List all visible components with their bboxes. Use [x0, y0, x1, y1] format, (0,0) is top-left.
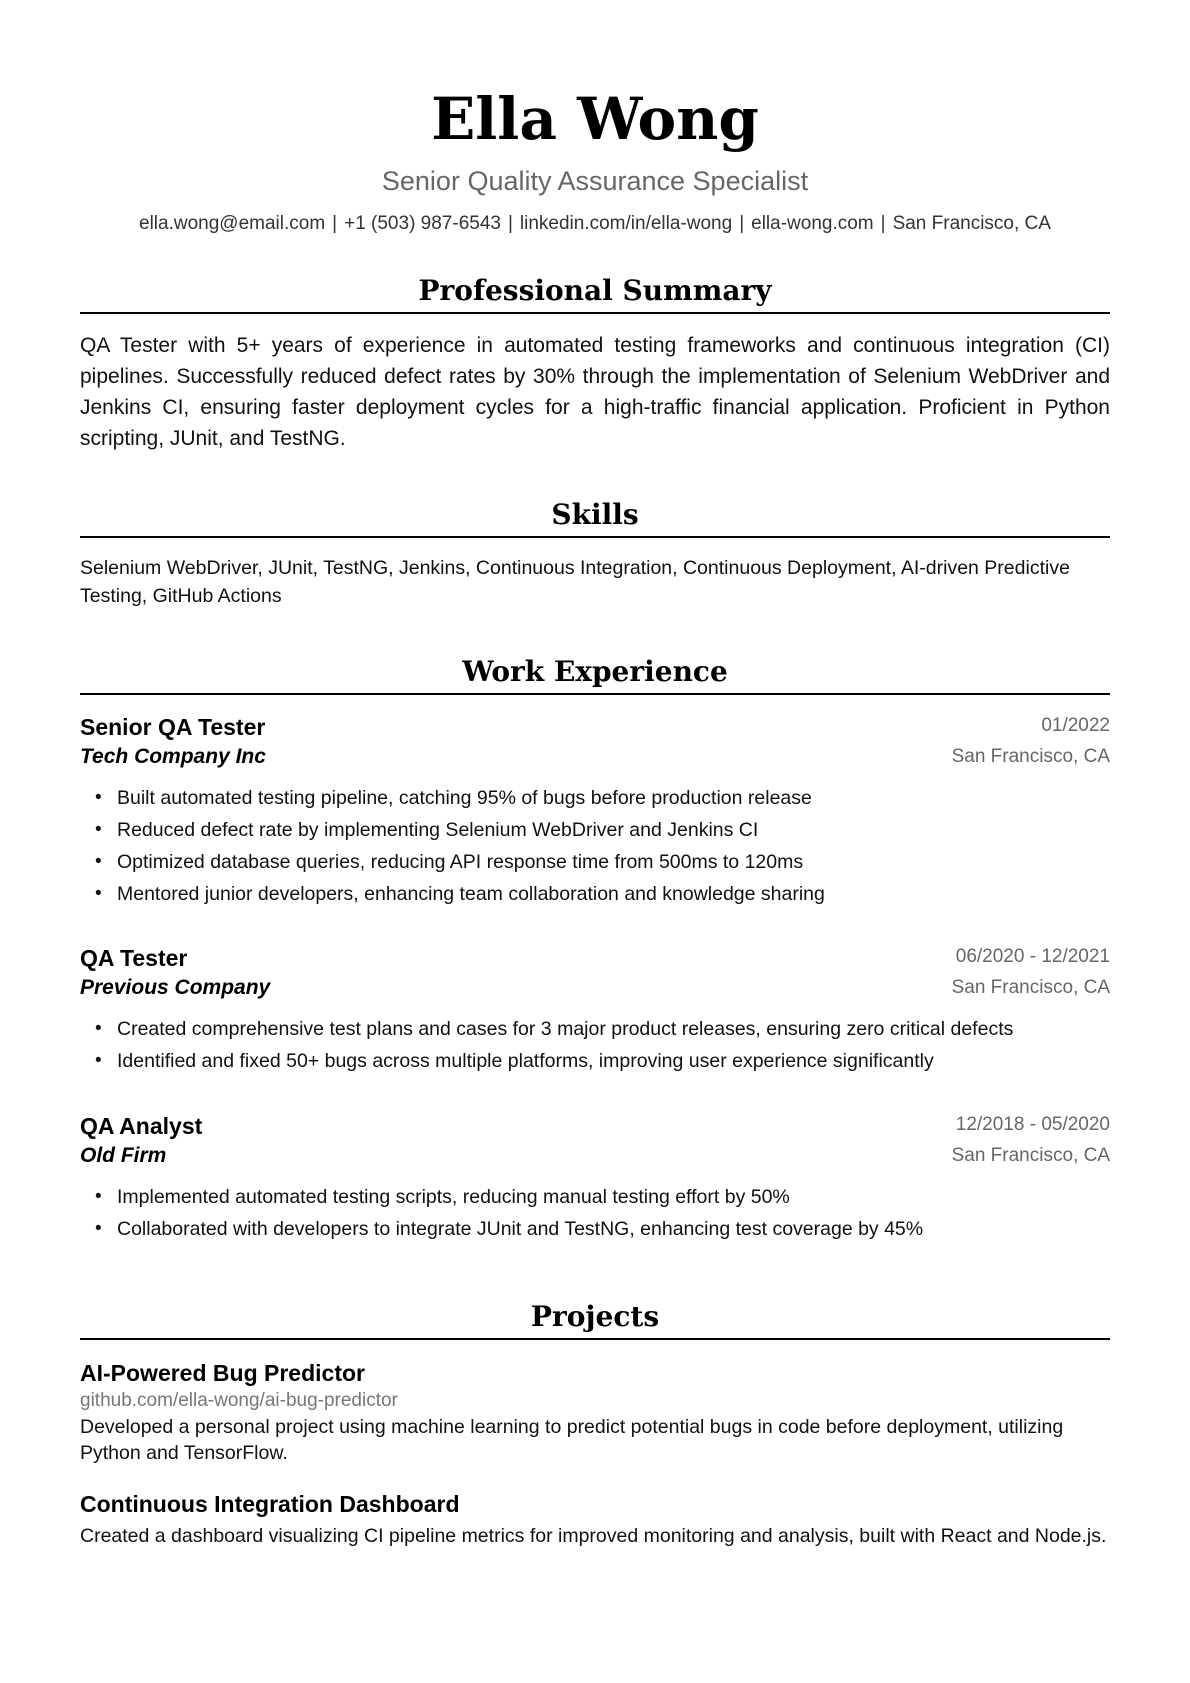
contact-separator: | — [332, 213, 338, 234]
job-company: Previous Company — [80, 976, 271, 999]
job-location: San Francisco, CA — [951, 977, 1110, 998]
job-bullets — [80, 782, 1110, 910]
job-title: QA Analyst — [80, 1113, 203, 1139]
project-entry — [80, 1489, 1110, 1549]
job-entry — [80, 943, 1110, 1077]
candidate-title: Senior Quality Assurance Specialist — [381, 166, 809, 196]
bullet-item: • Optimized database queries, reducing API response time from 500ms to 120ms — [80, 846, 1110, 878]
contact-separator: | — [507, 213, 513, 234]
job-bullets — [80, 1013, 1110, 1077]
job-title: QA Tester — [80, 945, 188, 971]
project-description: Created a dashboard visualizing CI pipeline metrics for improved monitoring and analysis, built with React and Node.js. — [80, 1525, 1107, 1547]
contact-location: San Francisco, CA — [892, 213, 1051, 234]
project-title: AI-Powered Bug Predictor — [80, 1360, 365, 1386]
bullet-item: • Reduced defect rate by implementing Selenium WebDriver and Jenkins CI — [80, 814, 1110, 846]
bullet-item: • Identified and fixed 50+ bugs across multiple platforms, improving user experience significantly — [80, 1045, 1110, 1077]
bullet-item: • Built automated testing pipeline, catching 95% of bugs before production release — [80, 782, 1110, 814]
job-dates: 12/2018 - 05/2020 — [955, 1114, 1110, 1135]
summary-text: QA Tester with 5+ years of experience in automated testing frameworks and continuous integration (CI) pipelines. Successfully reduced defect rates by 30% through the implementation of Selenium WebDriver and Jenkins CI, ensuring faster deployment cycles for a high-traffic financial application. Proficient in Python scripting, JUnit, and TestNG. — [80, 334, 1110, 450]
job-bullets — [80, 1181, 1110, 1245]
bullet-item: • Created comprehensive test plans and cases for 3 major product releases, ensuring zero critical defects — [80, 1013, 1110, 1045]
job-title: Senior QA Tester — [80, 714, 266, 740]
summary-heading: Professional Summary — [80, 274, 1110, 314]
job-header — [80, 1111, 1110, 1173]
job-header — [80, 712, 1110, 774]
candidate-name: Ella Wong — [431, 85, 759, 153]
skills-text: Selenium WebDriver, JUnit, TestNG, Jenkins, Continuous Integration, Continuous Deployment, AI-driven Predictive Testing, GitHub Actions — [80, 557, 1070, 607]
project-entry — [80, 1358, 1110, 1466]
job-location: San Francisco, CA — [951, 746, 1110, 767]
job-location: San Francisco, CA — [951, 1145, 1110, 1166]
project-description: Developed a personal project using machine learning to predict potential bugs in code before deployment, utilizing Python and TensorFlow. — [80, 1416, 1064, 1464]
job-entry — [80, 712, 1110, 910]
bullet-item: • Collaborated with developers to integrate JUnit and TestNG, enhancing test coverage by 45% — [80, 1213, 1110, 1245]
bullet-item: • Mentored junior developers, enhancing team collaboration and knowledge sharing — [80, 878, 1110, 910]
contact-website[interactable]: ella-wong.com — [751, 213, 874, 234]
bullet-item: • Implemented automated testing scripts, reducing manual testing effort by 50% — [80, 1181, 1110, 1213]
contact-line — [0, 212, 1190, 236]
job-entry — [80, 1111, 1110, 1245]
contact-linkedin[interactable]: linkedin.com/in/ella-wong — [519, 213, 733, 234]
job-dates: 06/2020 - 12/2021 — [955, 946, 1110, 967]
contact-separator: | — [880, 213, 886, 234]
project-title: Continuous Integration Dashboard — [80, 1491, 460, 1517]
contact-phone[interactable]: +1 (503) 987-6543 — [344, 213, 501, 234]
job-dates: 01/2022 — [1041, 715, 1110, 736]
job-company: Old Firm — [80, 1144, 167, 1167]
job-company: Tech Company Inc — [80, 745, 266, 768]
job-header — [80, 943, 1110, 1005]
experience-heading: Work Experience — [80, 655, 1110, 695]
skills-heading: Skills — [80, 498, 1110, 538]
projects-heading: Projects — [80, 1300, 1110, 1340]
contact-email[interactable]: ella.wong@email.com — [139, 213, 326, 234]
project-link[interactable]: github.com/ella-wong/ai-bug-predictor — [80, 1390, 398, 1411]
contact-separator: | — [739, 213, 745, 234]
